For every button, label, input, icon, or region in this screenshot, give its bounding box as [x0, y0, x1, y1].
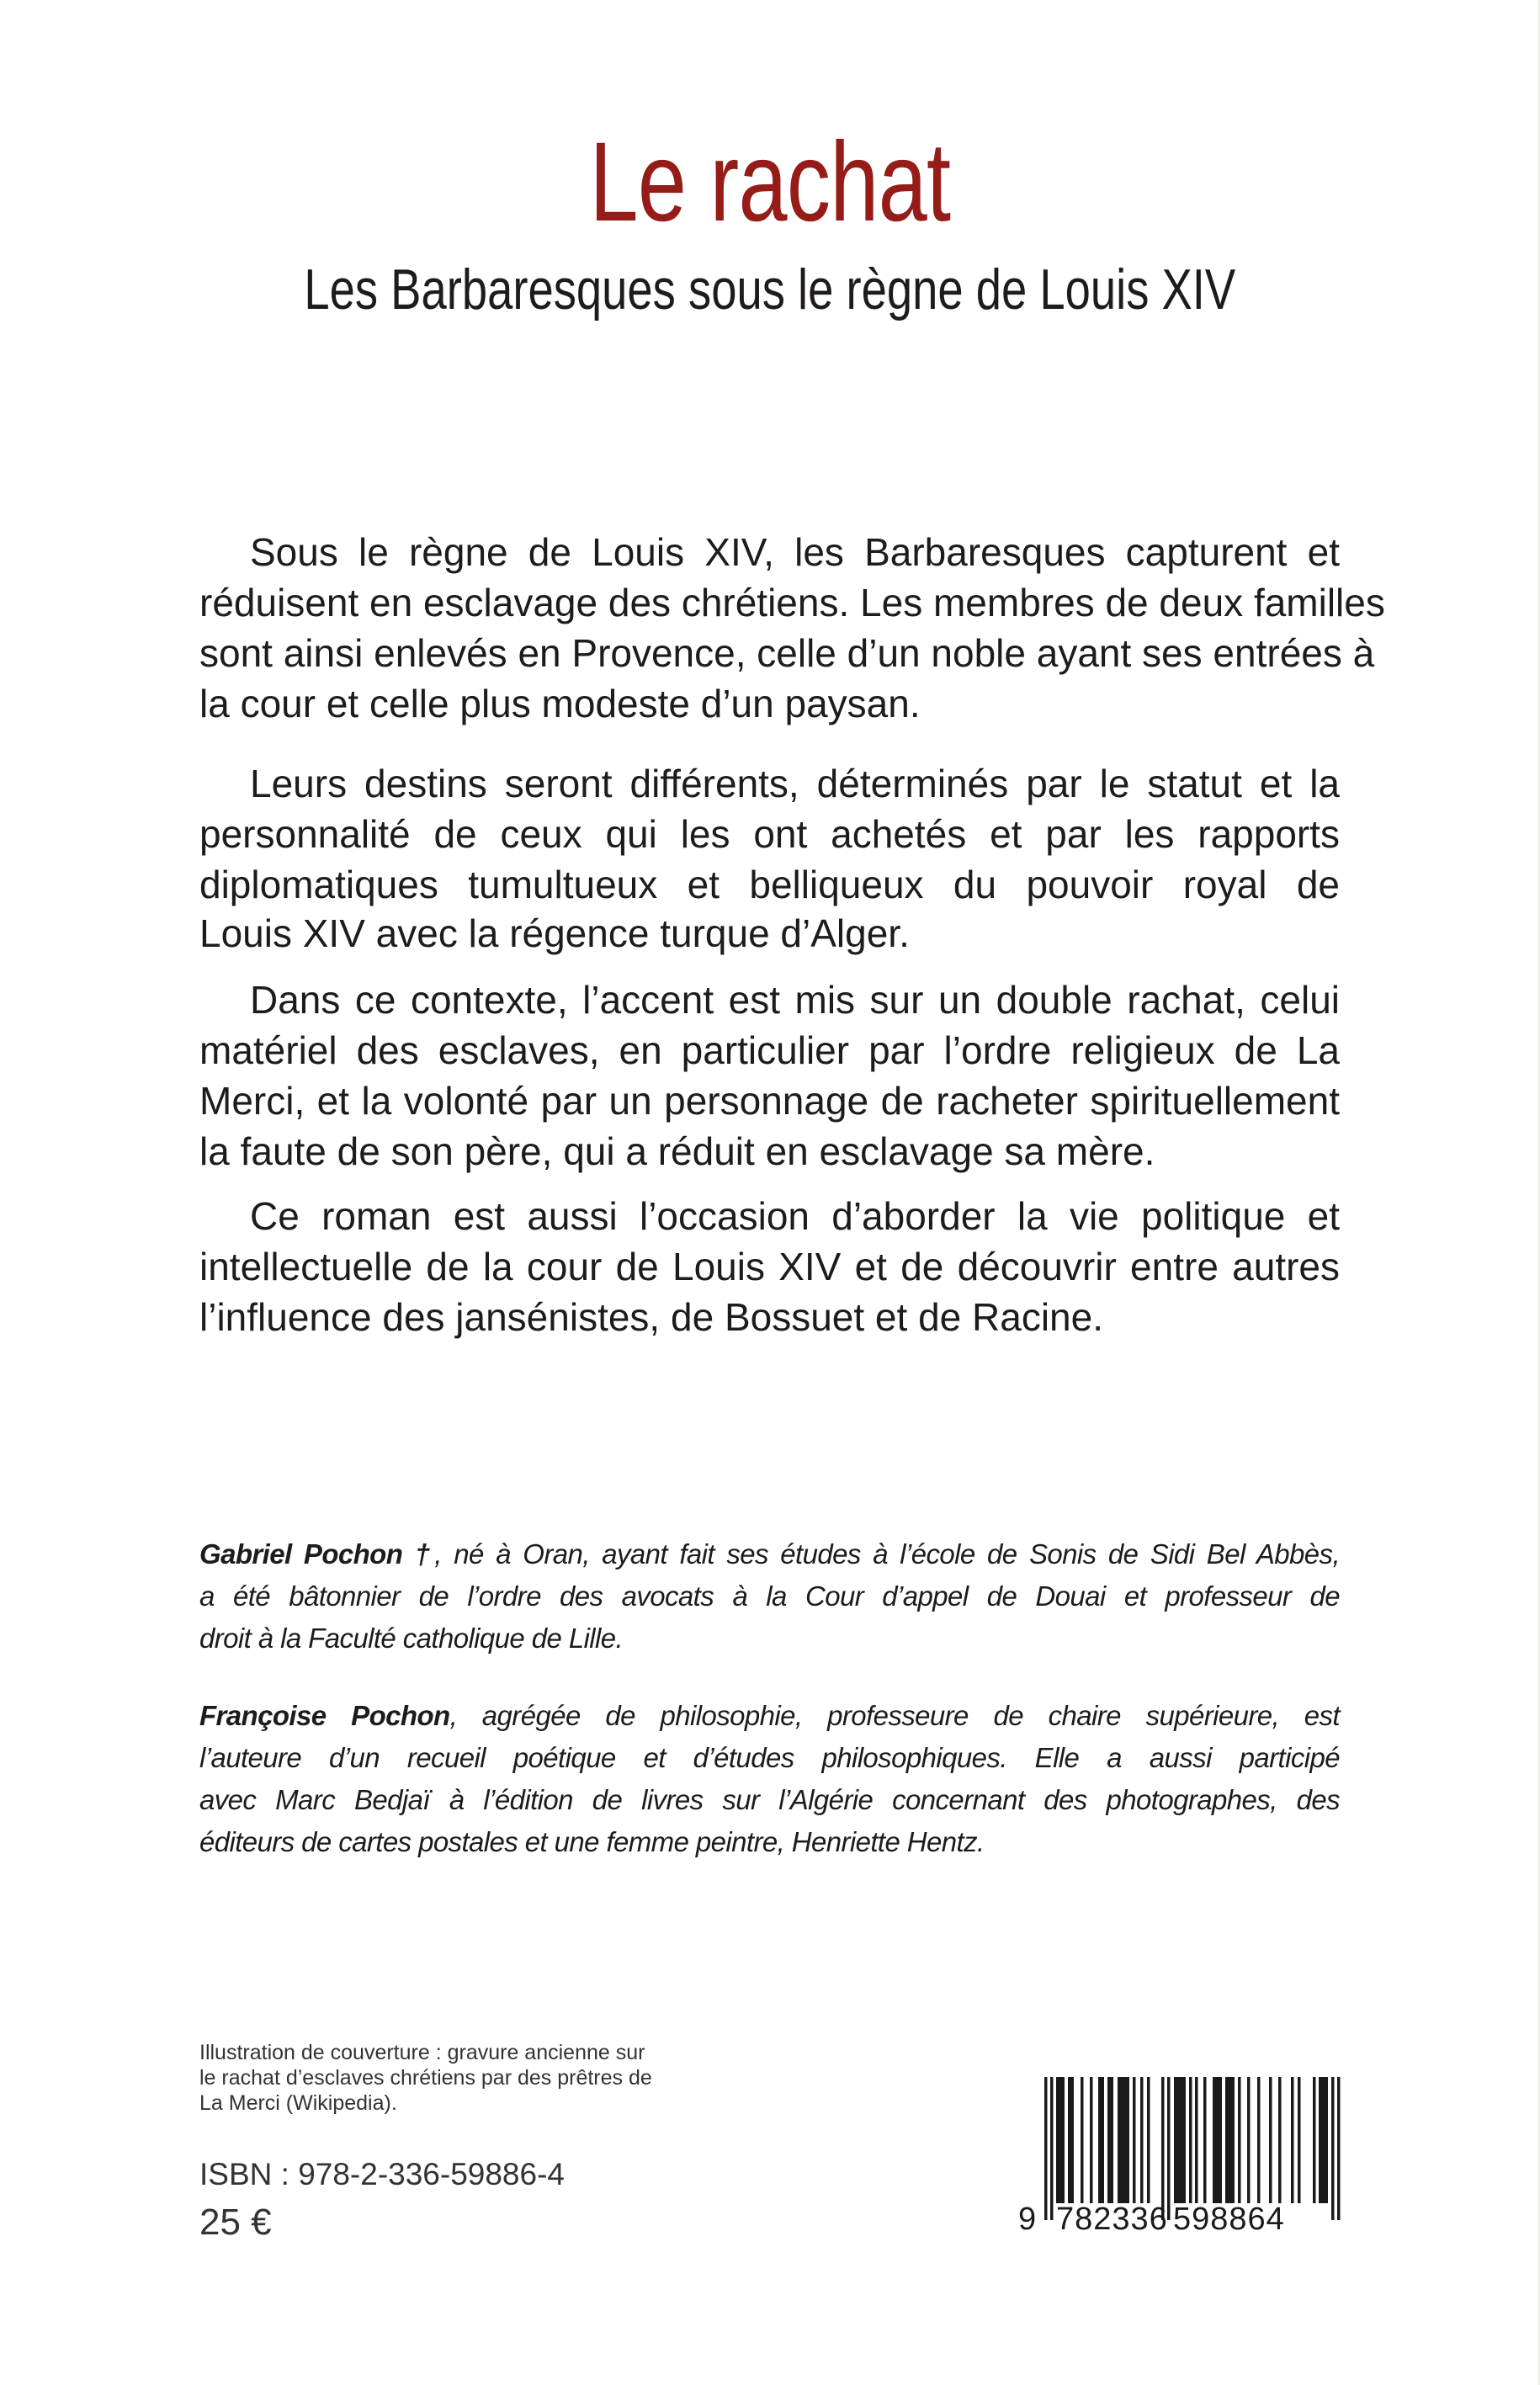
blurb-line: la faute de son père, qui a réduit en esclavage sa mère. — [199, 1129, 1155, 1173]
blurb-line: Ce roman est aussi l’occasion d’aborder la vie politique et — [250, 1194, 1340, 1238]
blurb-line: l’influence des jansénistes, de Bossuet et de Racine. — [199, 1295, 1103, 1339]
illustration-credit — [199, 2040, 652, 2116]
book-title-text: Le rachat — [589, 120, 951, 245]
credit-line: La Merci (Wikipedia). — [199, 2091, 397, 2115]
bio-text: , né à Oran, ayant fait ses études à l’école de Sonis de Sidi Bel Abbès, — [434, 1538, 1341, 1570]
blurb-line: la cour et celle plus modeste d’un paysan. — [199, 682, 921, 725]
blurb-line: Sous le règne de Louis XIV, les Barbaresques capturent et — [250, 530, 1340, 574]
book-subtitle-text: Les Barbaresques sous le règne de Louis XIV — [304, 258, 1236, 321]
bio-line — [199, 1695, 1340, 1737]
barcode-digit-lead: 9 — [1018, 2202, 1037, 2237]
barcode-digits — [1014, 2200, 1346, 2239]
price: 25 € — [199, 2202, 272, 2243]
credit-line: le rachat d’esclaves chrétiens par des prêtres de — [199, 2066, 652, 2090]
bio-line: éditeurs de cartes postales et une femme peintre, Henriette Hentz. — [199, 1826, 985, 1857]
bio-line: a été bâtonnier de l’ordre des avocats à la Cour d’appel de Douai et professeur de — [199, 1580, 1340, 1612]
blurb-line: sont ainsi enlevés en Provence, celle d’un noble ayant ses entrées à — [199, 631, 1375, 675]
blurb-line: Leurs destins seront différents, déterminés par le statut et la — [250, 762, 1340, 805]
blurb-line: Dans ce contexte, l’accent est mis sur un double rachat, celui — [250, 978, 1340, 1022]
ean13-barcode-icon — [1014, 2075, 1346, 2239]
blurb-line: Louis XIV avec la régence turque d’Alger. — [199, 911, 910, 955]
blurb-line: réduisent en esclavage des chrétiens. Les membres de deux familles — [199, 581, 1385, 624]
author-name: Gabriel Pochon † — [199, 1538, 435, 1570]
bio-line — [199, 1533, 1340, 1575]
blurb-line: matériel des esclaves, en particulier par l’ordre religieux de La — [199, 1028, 1340, 1072]
bio-text: , agrégée de philosophie, professeure de chaire supérieure, est — [449, 1700, 1340, 1731]
barcode-digits-left: 782336 — [1056, 2202, 1168, 2237]
blurb-line: intellectuelle de la cour de Louis XIV et de découvrir entre autres — [199, 1245, 1340, 1288]
book-title — [0, 120, 1540, 245]
bio-line: avec Marc Bedjaï à l’édition de livres sur l’Algérie concernant des photographes, des — [199, 1784, 1340, 1815]
author-name: Françoise Pochon — [199, 1700, 450, 1731]
bio-line: l’auteure d’un recueil poétique et d’études philosophiques. Elle a aussi participé — [199, 1742, 1340, 1773]
isbn: ISBN : 978-2-336-59886-4 — [199, 2157, 565, 2191]
blurb-line: Merci, et la volonté par un personnage de racheter spirituellement — [199, 1079, 1340, 1123]
credit-line: Illustration de couverture : gravure ancienne sur — [199, 2041, 645, 2064]
blurb-line: diplomatiques tumultueux et belliqueux du pouvoir royal de — [199, 863, 1340, 906]
barcode-digits-right: 598864 — [1173, 2202, 1285, 2237]
bio-line: droit à la Faculté catholique de Lille. — [199, 1623, 624, 1654]
blurb-line: personnalité de ceux qui les ont achetés et par les rapports — [199, 812, 1340, 856]
book-subtitle — [0, 256, 1540, 323]
